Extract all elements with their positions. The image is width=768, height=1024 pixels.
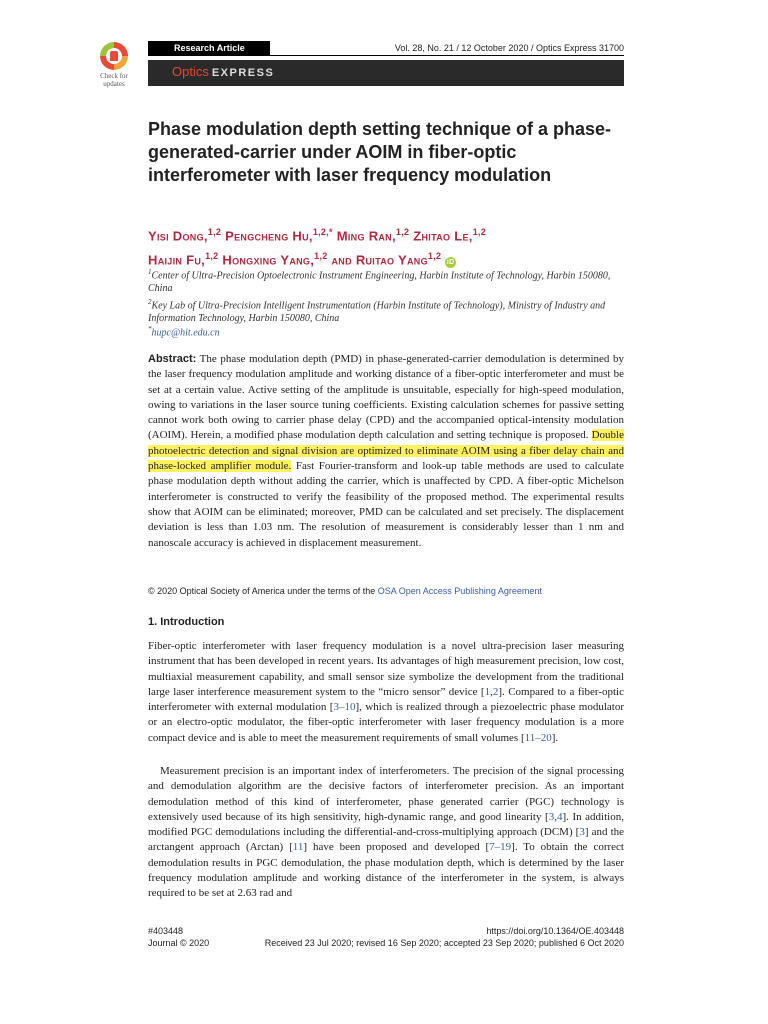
highlighted-text: Double photoelectric detection and signal division are optimized to eliminate AOIM using a fiber delay chain and phase-locked amplifier module. xyxy=(148,429,624,473)
citation-link[interactable]: 11–20 xyxy=(524,731,552,744)
email-link[interactable]: hupc@hit.edu.cn xyxy=(151,327,220,339)
citation-link[interactable]: 4 xyxy=(556,810,563,823)
author-list: Yisi Dong,$^{1,2}$ Pengcheng Hu,$^{1,2,*}$ Ming Ran,$^{1,2}$ Zhitao Le,$^{1,2}$ Haijin Fu,$^{1,2}$ Hongxing Yang,$^{1,2}$ and Ruitao Yang$^{1,2}$ iD xyxy=(148,227,487,268)
citation-link[interactable]: 3 xyxy=(579,826,585,839)
author-name: Zhitao Le, xyxy=(409,228,473,244)
journal-banner xyxy=(148,60,624,86)
check-for-updates-badge[interactable] xyxy=(90,42,138,94)
orcid-icon[interactable]: iD xyxy=(446,258,455,266)
author-name: Yisi Dong, xyxy=(148,228,208,244)
citation-line: Vol. 28, No. 21 / 12 October 2020 / Optics Express 31700 xyxy=(394,43,624,53)
citation-link[interactable]: 2 xyxy=(492,685,499,698)
abstract: Abstract: The phase modulation depth (PMD) in phase-generated-carrier demodulation is determined by the laser frequency modulation amplitude and working distance of a fiber-optic interferometer and must be set at a certain value. Active setting of the amplitude is unsuitable, especially for high-speed modulation, owing to variations in the laser source tuning coefficients. Existing calculation schemes for passive setting cannot work both owing to carrier phase delay (CPD) and the accompanied optical-intensity modulation (AOIM). Herein, a modified phase modulation depth calculation and setting technique is proposed. Double photoelectric detection and signal division are optimized to eliminate AOIM using a fiber delay chain and phase-locked amplifier module. Fast Fourier-transform and look-up table methods are used to calculate phase modulation depth without adding the carrier, which is unaffected by CPD. A fiber-optic Michelson interferometer is constructed to verify the feasibility of the proposed method. The experimental results show that AOIM can be eliminated; moreover, PMD can be calculated and set precisely. The displacement deviation is less than 1.03 nm. The resolution of measurement is considerably lesser than 1 nm and nanoscale accuracy is achieved in displacement measurement. xyxy=(148,353,624,549)
author-name: Pengcheng Hu, xyxy=(221,228,313,244)
corresponding-email: *hupc@hit.edu.cn xyxy=(148,325,220,339)
page-footer xyxy=(148,925,624,949)
citation-link[interactable]: 3 xyxy=(548,810,555,823)
author-name: Ming Ran, xyxy=(332,228,396,244)
author-name: Ruitao Yang xyxy=(355,252,428,268)
section-heading: 1. Introduction xyxy=(148,616,225,628)
article-type-label: Research Article xyxy=(148,41,270,56)
citation-link[interactable]: 3–10 xyxy=(333,701,356,714)
article-id: #403448 xyxy=(148,926,184,936)
intro-paragraph-2: Measurement precision is an important index of interferometers. The precision of the signal processing and demodulation algorithm are the decisive factors of interferometer precision. As an important demodulation method of this kind of interferometer, phase generated carrier (PGC) technology is extensively used because of its high sensitivity, high-dynamic range, and good linearity [3,4]. In addition, modified PGC demodulations including the differential-and-cross-multiplying approach (DCM) [3] and the arctangent approach (Arctan) [11] have been proposed and developed [7–19]. To obtain the correct demodulation results in PGC demodulation, the phase modulation depth, which is determined by the laser frequency modulation amplitude and working distance of the interferometer in the system, is always required to be set at 2.63 rad and xyxy=(148,765,625,900)
article-header-bar xyxy=(148,41,624,56)
journal-logo: Optics EXPRESS xyxy=(172,64,275,79)
citation-link[interactable]: 1 xyxy=(484,685,491,698)
badge-line1: Check for xyxy=(100,72,128,80)
intro-paragraph-1: Fiber-optic interferometer with laser frequency modulation is a novel ultra-precision laser measuring instrument that has been developed in recent years. Its advantages of high measurement precision, low cost, multiaxial measurement capability, and small sensor size symbolize the development from the traditional large laser interference measurement system to the “micro sensor” device [1,2]. Compared to a fiber-optic interferometer with external modulation [3–10], which is realized through a piezoelectric phase modulator or an electro-optic modulator, the fiber-optic interferometer with laser frequency modulation is a more compact device and is able to meet the measurement requirements of small volumes [11–20]. xyxy=(148,640,625,744)
badge-line2: updates xyxy=(103,80,125,88)
affiliation-2: $^2$Key Lab of Ultra-Precision Intelligent Instrumentation (Harbin Institute of Technology), Ministry of Industry and Information Technology, Harbin 150080, China xyxy=(148,298,606,325)
author-name: Hongxing Yang, xyxy=(218,252,315,268)
article-title: Phase modulation depth setting technique of a phase-generated-carrier under AOIM in fiber-optic interferometer with laser frequency modulation xyxy=(148,119,612,185)
citation-link[interactable]: 11 xyxy=(292,841,304,854)
copyright-notice: © 2020 Optical Society of America under the terms of the OSA Open Access Publishing Agreement xyxy=(148,586,542,596)
journal-copyright: Journal © 2020 xyxy=(148,938,210,948)
affiliation-1: $^1$Center of Ultra-Precision Optoelectronic Instrument Engineering, Harbin Institute of Technology, Harbin 150080, China xyxy=(148,268,611,295)
citation-link[interactable]: 7–19 xyxy=(489,841,512,854)
abstract-label: Abstract: xyxy=(148,353,197,365)
publication-dates: Received 23 Jul 2020; revised 16 Sep 2020; accepted 23 Sep 2020; published 6 Oct 2020 xyxy=(264,938,624,948)
author-name: Haijin Fu, xyxy=(148,252,206,268)
license-link[interactable]: OSA Open Access Publishing Agreement xyxy=(377,586,542,596)
doi-link[interactable]: https://doi.org/10.1364/OE.403448 xyxy=(486,926,624,936)
